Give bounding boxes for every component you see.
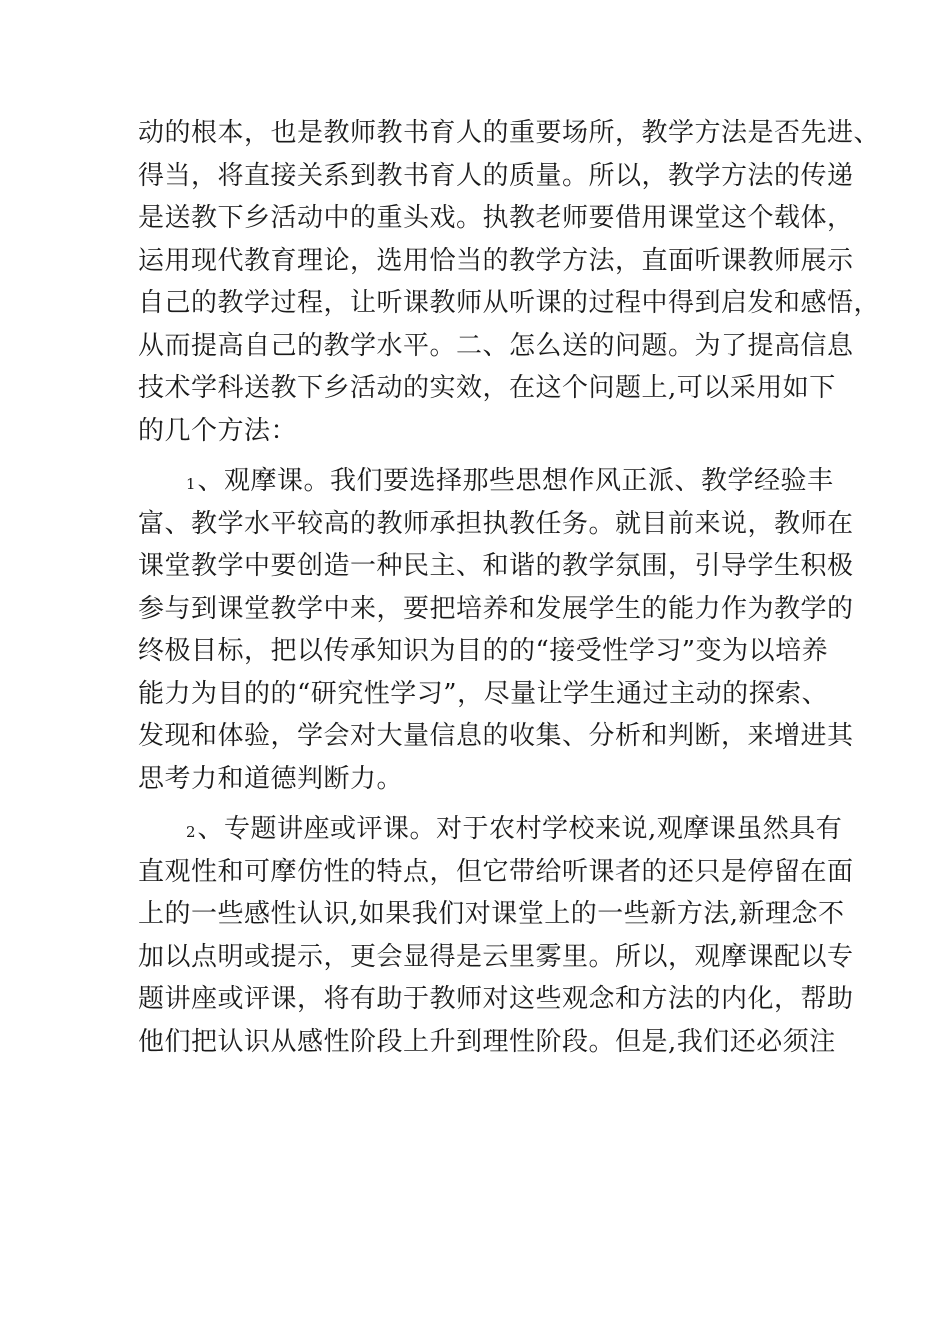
paragraph-line: 能力为目的的“研究性学习”，尽量让学生通过主动的探索、: [138, 678, 829, 709]
paragraph-line: 运用现代教育理论，选用恰当的教学方法，直面听课教师展示: [138, 245, 854, 276]
paragraph-line: 发现和体验，学会对大量信息的收集、分析和判断，来增进其: [138, 721, 854, 751]
paragraph-line: 得当，将直接关系到教书育人的质量。所以，教学方法的传递: [138, 160, 854, 191]
paragraph-line: 从而提高自己的教学水平。二、怎么送的问题。为了提高信息: [138, 330, 854, 361]
paragraph-line: 是送教下乡活动中的重头戏。执教老师要借用课堂这个载体，: [138, 203, 854, 233]
paragraph-line: 技术学科送教下乡活动的实效，在这个问题上,可以采用如下: [138, 373, 836, 403]
paragraph-line: 上的一些感性认识,如果我们对课堂上的一些新方法,新理念不: [138, 899, 845, 929]
list-item-number: 2: [186, 823, 196, 841]
paragraph-line: 终极目标，把以传承知识为目的的“接受性学习”变为以培养: [138, 636, 829, 666]
document-body: [138, 112, 881, 1063]
paragraph-line: 加以点明或提示，更会显得是云里雾里。所以，观摩课配以专: [138, 941, 854, 972]
paragraph-gap: [138, 452, 858, 460]
paragraph-line: 直观性和可摩仿性的特点，但它带给听课者的还只是停留在面: [138, 856, 854, 887]
paragraph-gap: [138, 800, 858, 808]
list-item-text: 、专题讲座或评课。对于农村学校来说,观摩课虽然具有: [197, 814, 843, 844]
paragraph-line: 动的根本，也是教师教书育人的重要场所，教学方法是否先进、: [138, 118, 881, 148]
paragraph-line: 参与到课堂教学中来，要把培养和发展学生的能力作为教学的: [138, 593, 854, 624]
paragraph-line: 富、教学水平较高的教师承担执教任务。就目前来说，教师在: [138, 508, 854, 539]
paragraph-line: 他们把认识从感性阶段上升到理性阶段。但是,我们还必须注: [138, 1026, 836, 1057]
list-item-1-first-line: [138, 460, 858, 503]
paragraph-line: 思考力和道德判断力。: [138, 763, 404, 794]
list-item-number: 1: [186, 475, 196, 493]
list-item-2-first-line: [138, 808, 858, 851]
paragraph-line: 自己的教学过程，让听课教师从听课的过程中得到启发和感悟，: [138, 288, 881, 318]
paragraph-line: 题讲座或评课，将有助于教师对这些观念和方法的内化，帮助: [138, 984, 854, 1014]
list-item-text: 、观摩课。我们要选择那些思想作风正派、教学经验丰: [197, 466, 834, 496]
paragraph-line: 课堂教学中要创造一种民主、和谐的教学氛围，引导学生积极: [138, 551, 854, 581]
paragraph-line: 的几个方法：: [138, 415, 298, 446]
